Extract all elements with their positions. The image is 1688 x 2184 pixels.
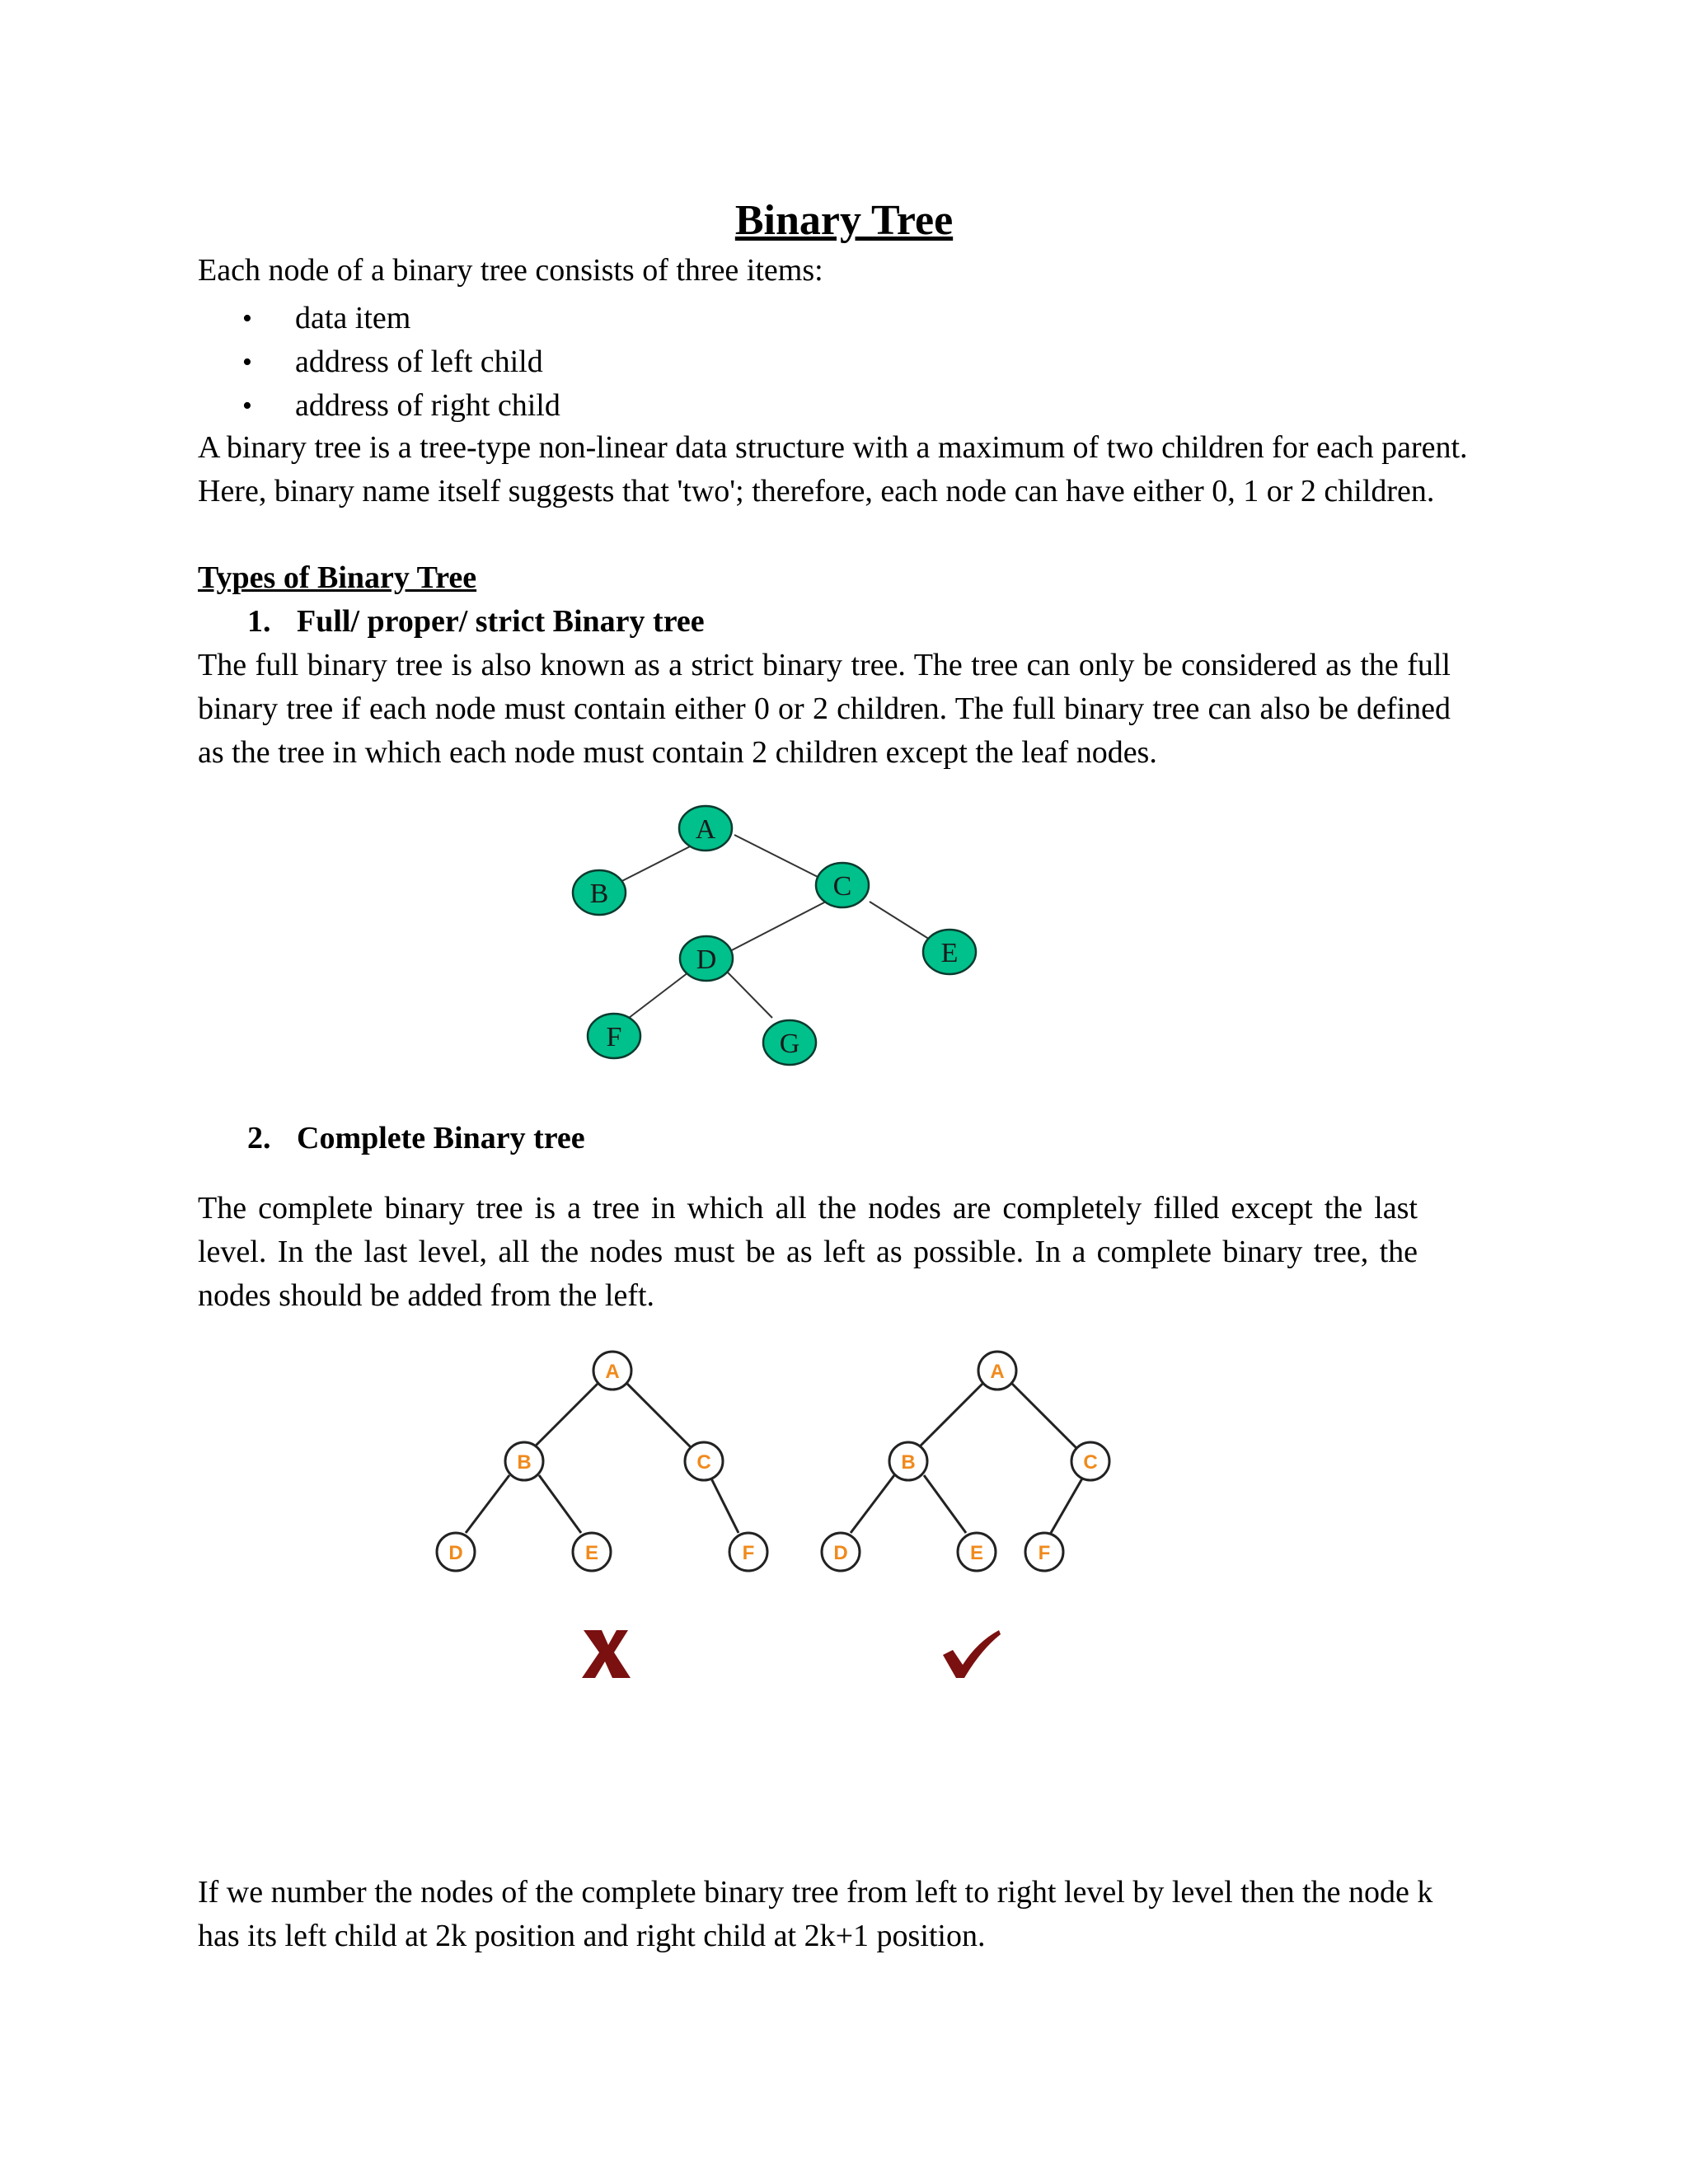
tree-node-e <box>958 1533 996 1571</box>
tree-node-a <box>978 1352 1016 1390</box>
bullet-icon: • <box>242 391 252 421</box>
node-label: F <box>1038 1542 1051 1564</box>
bullet-icon: • <box>242 347 252 377</box>
node-label: G <box>779 1029 800 1059</box>
node-label: A <box>605 1361 620 1383</box>
list-item-text: address of left child <box>295 344 543 379</box>
node-label: A <box>990 1361 1005 1383</box>
tree-node-c <box>1071 1442 1109 1480</box>
node-label: D <box>833 1542 848 1564</box>
check-icon <box>943 1630 1001 1678</box>
intro-text: Each node of a binary tree consists of three items: <box>198 253 823 288</box>
numbering-text: If we number the nodes of the complete binary tree from left to right level by level then the node k has its left child at 2k position and right child at 2k+1 position. <box>198 1875 1433 1953</box>
type2-number: 2. <box>247 1121 271 1155</box>
type1-number: 1. <box>247 604 271 639</box>
node-label: B <box>517 1451 532 1474</box>
node-label: E <box>969 1542 984 1564</box>
tree-node-b <box>889 1442 927 1480</box>
correct-tree <box>822 1352 1109 1678</box>
tree-node-d <box>437 1533 475 1571</box>
node-label: F <box>742 1542 755 1564</box>
type1-text: The full binary tree is also known as a strict binary tree. The tree can only be considered as the full binary tree if each node must contain either 0 or 2 children. The full binary tree can also be defined as the tree in which each node must contain 2 children except the leaf nodes. <box>198 648 1451 770</box>
definition-text: A binary tree is a tree-type non-linear data structure with a maximum of two children for each parent. Here, binary name itself suggests that 'two'; therefore, each node can have either 0, 1 or 2 children. <box>198 430 1468 509</box>
tree-node-f <box>729 1533 767 1571</box>
node-label: D <box>448 1542 463 1564</box>
incorrect-tree <box>437 1352 767 1678</box>
tree-node-e <box>573 1533 611 1571</box>
type2-text: The complete binary tree is a tree in which all the nodes are completely filled except the last level. In the last level, all the nodes must be as left as possible. In a complete binary tree, the nodes should be added from the left. <box>198 1191 1418 1313</box>
node-label: C <box>1083 1451 1098 1474</box>
node-label: F <box>606 1022 622 1052</box>
list-item-text: address of right child <box>295 388 560 423</box>
tree-node-f <box>1025 1533 1063 1571</box>
types-heading: Types of Binary Tree <box>198 560 477 595</box>
bullet-icon: • <box>242 303 252 334</box>
page-title: Binary Tree <box>734 197 954 244</box>
node-label: E <box>940 938 959 968</box>
node-label: D <box>696 944 717 975</box>
type2-title: Complete Binary tree <box>297 1121 585 1155</box>
cross-icon <box>582 1630 631 1678</box>
type1-title: Full/ proper/ strict Binary tree <box>297 604 705 639</box>
node-label: A <box>695 814 716 845</box>
node-label: E <box>584 1542 599 1564</box>
node-label: C <box>696 1451 711 1474</box>
tree-node-c <box>685 1442 723 1480</box>
node-label: B <box>589 879 609 909</box>
tree-node-b <box>505 1442 543 1480</box>
node-label: B <box>901 1451 916 1474</box>
node-label: C <box>832 871 852 902</box>
tree-node-a <box>593 1352 631 1390</box>
list-item-text: data item <box>295 301 411 335</box>
tree-node-d <box>822 1533 860 1571</box>
